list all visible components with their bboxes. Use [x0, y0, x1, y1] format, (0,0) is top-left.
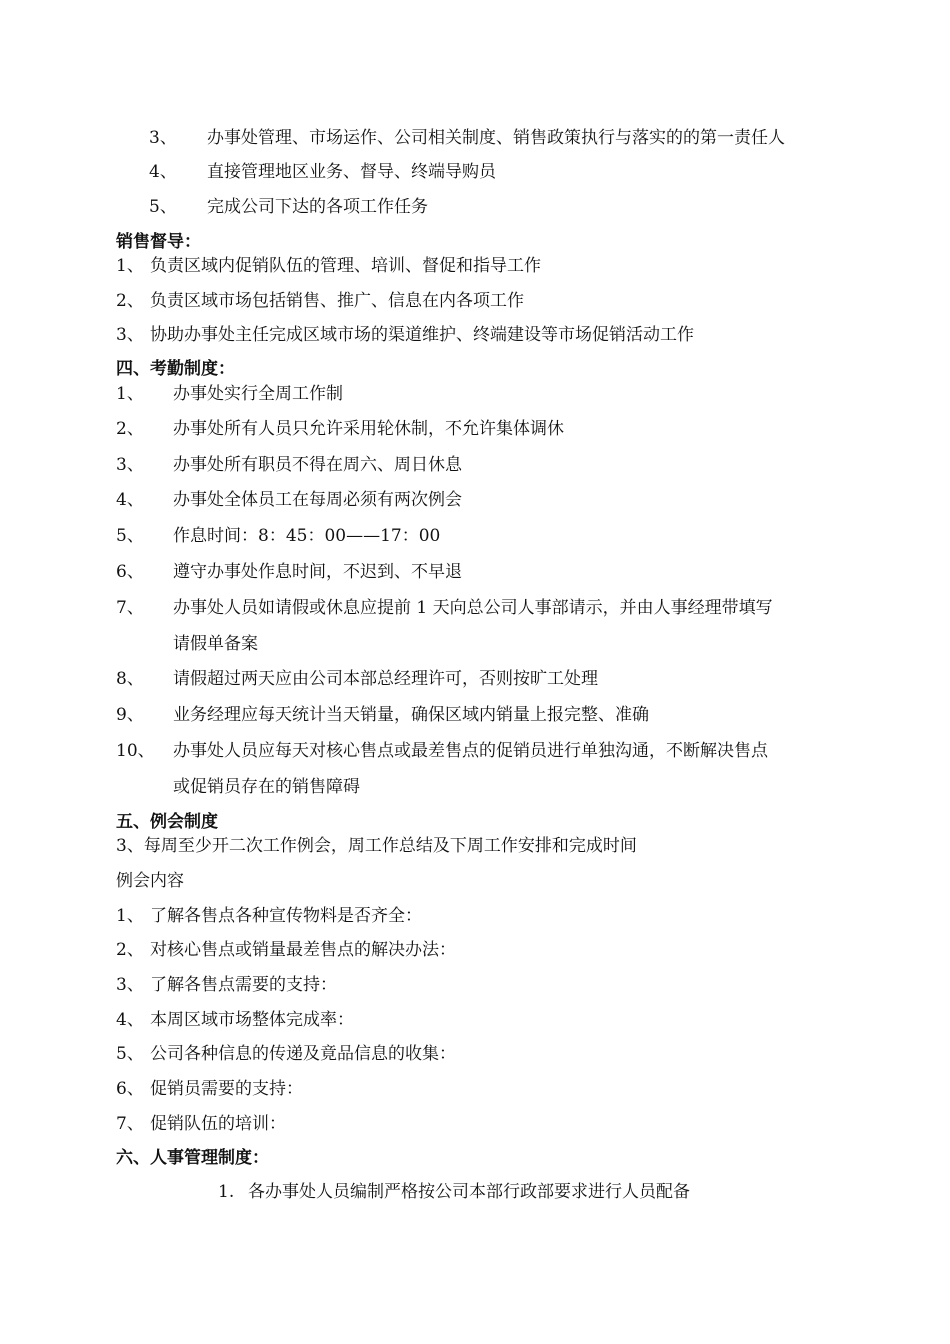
list-number: 1、 [116, 256, 144, 276]
list-item: 完成公司下达的各项工作任务 [207, 197, 428, 217]
list-number: 1. [218, 1182, 235, 1202]
list-number: 4、 [149, 162, 177, 182]
list-item: 对核心售点或销量最差售点的解决办法： [150, 940, 456, 960]
list-item-continuation: 或促销员存在的销售障碍 [173, 777, 360, 797]
list-item: 促销队伍的培训： [150, 1114, 286, 1134]
list-number: 9、 [116, 705, 144, 725]
list-item: 公司各种信息的传递及竟品信息的收集： [150, 1044, 456, 1064]
list-number: 10、 [116, 741, 155, 761]
list-number: 6、 [116, 562, 144, 582]
list-number: 5、 [116, 526, 144, 546]
list-item: 了解各售点需要的支持： [150, 975, 337, 995]
list-item: 办事处人员如请假或休息应提前 1 天向总公司人事部请示，并由人事经理带填写 [173, 598, 773, 618]
list-number: 7、 [116, 598, 144, 618]
section-heading-attendance: 四、考勤制度： [116, 359, 235, 379]
list-item: 办事处人员应每天对核心售点或最差售点的促销员进行单独沟通，不断解决售点 [173, 741, 768, 761]
list-item: 负责区域市场包括销售、推广、信息在内各项工作 [150, 291, 524, 311]
list-number: 7、 [116, 1114, 144, 1134]
list-item: 办事处所有人员只允许采用轮休制，不允许集体调休 [173, 419, 564, 439]
list-number: 1、 [116, 384, 144, 404]
list-item: 协助办事处主任完成区域市场的渠道维护、终端建设等市场促销活动工作 [150, 325, 694, 345]
list-item: 促销员需要的支持： [150, 1079, 303, 1099]
list-item: 办事处全体员工在每周必须有两次例会 [173, 490, 462, 510]
list-item: 作息时间：8：45：00——17：00 [173, 526, 441, 546]
list-number: 8、 [116, 669, 144, 689]
section-heading-personnel: 六、人事管理制度： [116, 1148, 269, 1168]
list-number: 4、 [116, 490, 144, 510]
list-item: 了解各售点各种宣传物料是否齐全： [150, 906, 422, 926]
list-number: 5、 [116, 1044, 144, 1064]
list-number: 2、 [116, 940, 144, 960]
list-item: 请假超过两天应由公司本部总经理许可，否则按旷工处理 [173, 669, 598, 689]
list-number: 2、 [116, 291, 144, 311]
meeting-subheading: 例会内容 [116, 871, 184, 891]
list-item: 直接管理地区业务、督导、终端导购员 [207, 162, 496, 182]
list-number: 1、 [116, 906, 144, 926]
list-item: 业务经理应每天统计当天销量，确保区域内销量上报完整、准确 [173, 705, 649, 725]
list-number: 6、 [116, 1079, 144, 1099]
list-item: 各办事处人员编制严格按公司本部行政部要求进行人员配备 [248, 1182, 690, 1202]
list-number: 3、 [116, 325, 144, 345]
section-heading-supervisor: 销售督导： [116, 232, 201, 252]
list-item: 办事处实行全周工作制 [173, 384, 343, 404]
list-number: 3、 [149, 128, 177, 148]
list-item: 本周区域市场整体完成率： [150, 1010, 354, 1030]
list-number: 3、 [116, 975, 144, 995]
list-item-continuation: 请假单备案 [173, 634, 258, 654]
list-number: 3、 [116, 455, 144, 475]
list-item: 办事处管理、市场运作、公司相关制度、销售政策执行与落实的的第一责任人 [207, 128, 785, 148]
meeting-intro: 3、每周至少开二次工作例会，周工作总结及下周工作安排和完成时间 [116, 836, 637, 856]
list-number: 4、 [116, 1010, 144, 1030]
list-number: 2、 [116, 419, 144, 439]
section-heading-meeting: 五、例会制度 [116, 812, 218, 832]
list-number: 5、 [149, 197, 177, 217]
list-item: 负责区域内促销队伍的管理、培训、督促和指导工作 [150, 256, 541, 276]
list-item: 办事处所有职员不得在周六、周日休息 [173, 455, 462, 475]
list-item: 遵守办事处作息时间，不迟到、不早退 [173, 562, 462, 582]
